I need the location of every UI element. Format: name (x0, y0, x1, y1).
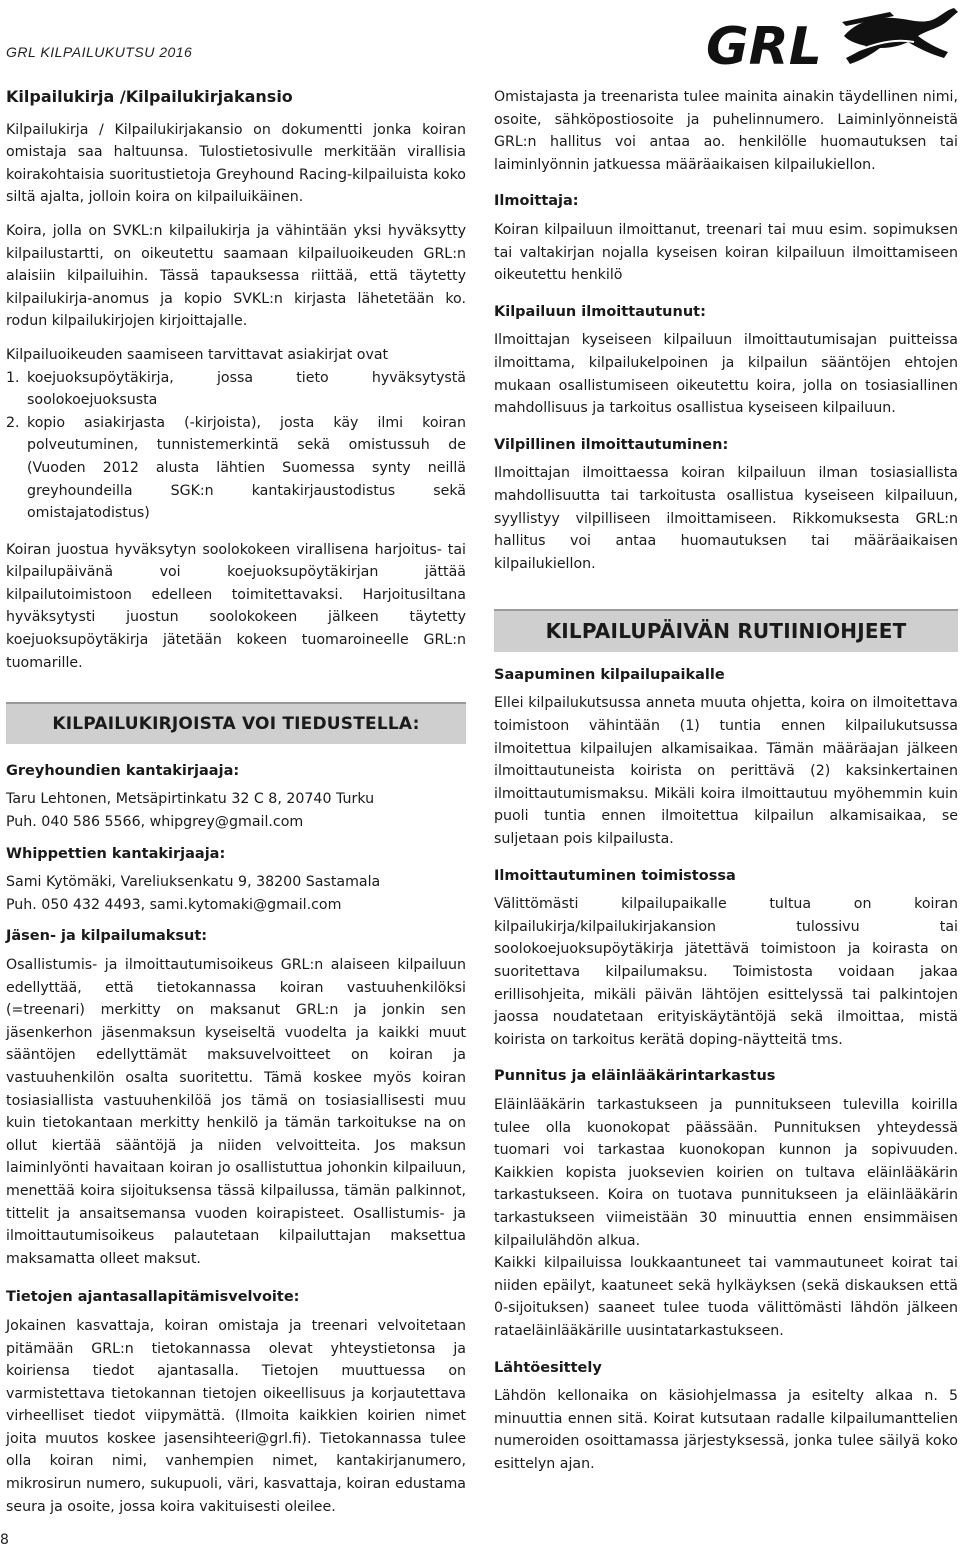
contact-line: Sami Kytömäki, Vareliuksenkatu 9, 38200 Sastamala (6, 874, 381, 891)
paragraph: Välittömästi kilpailupaikalle tultua on koiran kilpailukirja/kilpailukirjakansion tulossivu tai soolokoejuoksupöytäkirja jätettävä toimistoon ja koirasta on suoritettava kilpailumaksu. Toimistosta voidaan jakaa erillisohjeita, mikäli päivän lähtöjen esittelyssä tai palkintojen jaossa noudatetaan erityiskäytäntöjä sekä ilmoittaa, mistä koirista on tarkoitus kerätä doping-näytteitä tms. (494, 896, 958, 1048)
paragraph: Osallistumis- ja ilmoittautumisoikeus GRL:n alaiseen kilpailuun edellyttää, että tietokannassa koiran vastuuhenkilöksi (=treenari) merkitty on maksanut GRL:n ja jonkin sen jäsenkerhon jäsenmaksun kyseiseltä vuodelta ja kaikki muut sääntöjen edellyttämät maksuvelvoitteet on koiran ja vastuuhenkilön osalta suoritettu. Tämä koskee myös koiran tosiasiallista vastuuhenkilöä jos tämä on tosiasiallisesti muu kuin tietokantaan merkitty henkilö ja tämän tarkoitukse na on ollut kiertää sääntöjä ja niiden velvoitteita. Jos maksun laiminlyönti havaitaan koiran jo osallistuttua johonkin kilpailuun, menettää koira sijoituksensa tässä kilpailussa, tämän palkinnot, tittelit ja ansaitsemansa vuoden koirapisteet. Osallistumis- ja ilmoittautumisoikeus palautetaan kilpailuttajan maksettua maksamatta olleet maksut. (6, 957, 466, 1267)
fees-heading: Jäsen- ja kilpailumaksut: (6, 928, 208, 945)
greyhound-registrar-heading: Greyhoundien kantakirjaaja: (6, 762, 240, 779)
grl-logo (704, 2, 960, 78)
greyhound-logo-icon (704, 2, 960, 78)
banner-kilpailukirjoista: KILPAILUKIRJOISTA VOI TIEDUSTELLA: (6, 702, 466, 744)
section-heading: Vilpillinen ilmoittautuminen: (494, 436, 729, 453)
paragraph: Ellei kilpailukutsussa anneta muuta ohjetta, koira on ilmoitettava toimistoon vähintään (1) tuntia ennen kilpailukutsussa ilmoitettua kilpailujen alkamisaikaa. Tämän määräajan jälkeen ilmoittautuneista koirista on perittävä (2) kaksinkertainen ilmoittautumismaksu. Mikäli koira ilmoittautuu myöhemmin kuin puoli tuntia ennen ilmoitettua kilpailun alkamisaikaa, se suljetaan pois kilpailusta. (494, 695, 958, 848)
section-heading: Punnitus ja eläinlääkärintarkastus (494, 1068, 776, 1085)
contact-line: Taru Lehtonen, Metsäpirtinkatu 32 C 8, 20740 Turku (6, 791, 375, 808)
paragraph: Koira, jolla on SVKL:n kilpailukirja ja vähintään yksi hyväksytty kilpailustartti, on oikeutettu saamaan kilpailuoikeuden GRL:n alaisiin kilpailuihin. Tässä tapauksessa riittää, että täytetty kilpailukirja-anomus ja kopio SVKL:n kirjasta lähetetään ko. rodun kilpailukirjojen kirjoittajalle. (6, 222, 466, 330)
whippet-registrar-heading: Whippettien kantakirjaaja: (6, 845, 226, 862)
logo-text: GRL (706, 17, 822, 77)
paragraph: Jokainen kasvattaja, koiran omistaja ja treenari velvoitetaan pitämään GRL:n tietokannassa olevat yhteystietonsa ja koiriensa tiedot ajantasalla. Tietojen muuttuessa on varmistettava tietokannan tietojen oikeellisuus ja korjautettava virheelliset tiedot viipymättä. (Ilmoita kaikkien koirien nimet joita muutos koskee jasensihteeri@grl.fi). Tietokannassa tulee olla koiran nimi, vanhempien nimet, kantakirjanumero, mikrosirun numero, sukupuoli, väri, kasvattaja, koiran edustama seura ja osoite, jossa koira vakituisesti oleilee. (6, 1317, 466, 1515)
section-heading: Ilmoittautuminen toimistossa (494, 867, 736, 884)
section-heading: Lähtöesittely (494, 1359, 602, 1376)
section-heading: Ilmoittaja: (494, 193, 579, 210)
list-text: kopio asiakirjasta (-kirjoista), josta käy ilmi koiran polveutuminen, tunnistemerkintä sekä omistussuh de (Vuoden 2012 alusta lähtien Suomessa synty neillä greyhoundeilla SGK:n kantakirjaustodistus sekä omistajatodistus) (27, 414, 466, 522)
paragraph: Koiran kilpailuun ilmoittanut, treenari tai muu esim. sopimuksen tai valtakirjan nojalla kyseisen koiran kilpailuun ilmoittamiseen oikeutettu henkilö (494, 221, 958, 284)
section-heading: Saapuminen kilpailupaikalle (494, 666, 725, 683)
paragraph: Ilmoittajan kyseiseen kilpailuun ilmoittautumisajan puitteissa ilmoittama, kilpailukelpoinen ja kilpailun sääntöjen ehtojen mukaan osallistumiseen oikeutettu koira, jolla on tosiasiallinen mahdollisuus ja tarkoitus osallistua kyseiseen kilpailuun. (494, 332, 958, 417)
banner-rutiiniohjeet: KILPAILUPÄIVÄN RUTIINIOHJEET (494, 609, 958, 652)
paragraph: Kilpailukirja / Kilpailukirjakansio on dokumentti jonka koiran omistaja saa haltuunsa. Tulostietosivulle merkitään virallisia koirakohtaisia suoritustietoja Greyhound Racing-kilpailuista koko siltä ajalta, jolloin koira on kilpailuikäinen. (6, 121, 466, 206)
paragraph: Omistajasta ja treenarista tulee mainita ainakin täydellinen nimi, osoite, sähköpostiosoite ja puhelinnumero. Laiminlyönneistä GRL:n hallitus voi antaa ao. henkilölle huomautuksen tai laiminlyönnin jatkuessa määräaikaisen kilpailukiellon. (494, 89, 958, 173)
contact-line: Puh. 050 432 4493, sami.kytomaki@gmail.com (6, 896, 342, 913)
list-number: 2. (6, 414, 20, 431)
update-duty-heading: Tietojen ajantasallapitämisvelvoite: (6, 1289, 300, 1306)
section-heading-kilpailukirja: Kilpailukirja /Kilpailukirjakansio (6, 87, 293, 106)
contact-line: Puh. 040 586 5566, whipgrey@gmail.com (6, 814, 304, 831)
page-number: 8 (0, 1532, 9, 1548)
list-text: koejuoksupöytäkirja, jossa tieto hyväksytystä soolokoejuoksusta (27, 369, 466, 409)
requirements-list (6, 367, 466, 525)
paragraph: Eläinlääkärin tarkastukseen ja punnitukseen tulevilla koirilla tulee olla kuonokopat päässään. Punnituksen yhteydessä tuomari voi tarkastaa kuonokopan kunnon ja sopivuuden. Kaikkien kopista juoksevien koirien on tultava eläinlääkärin tarkastukseen. Koira on tuotava punnitukseen ja eläinlääkärin tarkastukseen viimeistään 30 minuuttia ennen ensimmäisen kilpailulähdön alkua. (494, 1096, 958, 1249)
paragraph: Koiran juostua hyväksytyn soolokokeen virallisena harjoitus- tai kilpailupäivänä voi koejuoksupöytäkirjan jättää kilpailutoimistoon edelleen toimitettavaksi. Harjoitusiltana hyväksytysti juostun soolokokeen jälkeen täytetty koejuoksupöytäkirja jätetään kokeen tuomaroineelle GRL:n tuomarille. (6, 541, 466, 671)
section-heading: Kilpailuun ilmoittautunut: (494, 303, 706, 320)
list-item (6, 367, 466, 412)
right-column (494, 86, 958, 1486)
requirements-intro: Kilpailuoikeuden saamiseen tarvittavat asiakirjat ovat (6, 346, 389, 363)
running-header: GRL KILPAILUKUTSU 2016 (6, 44, 193, 60)
paragraph: Kaikki kilpailuissa loukkaantuneet tai vammautuneet koirat tai niiden epäilyt, kaatuneet sekä hylkäyksen (sekä diskauksen että 0-sijoituksen) saaneet tulee tuoda välittömästi lähdön jälkeen rataeläinlääkärille uusintatarkastukseen. (494, 1255, 958, 1339)
paragraph: Lähdön kellonaika on käsiohjelmassa ja esitelty alkaa n. 5 minuuttia ennen sitä. Koirat kutsutaan radalle kilpailumanttelien numeroiden osoittamassa järjestyksessä, jonka tulee säilyä koko esittelyn ajan. (494, 1388, 958, 1472)
left-column (6, 86, 466, 1529)
list-number: 1. (6, 369, 20, 386)
paragraph: Ilmoittajan ilmoittaessa koiran kilpailuun ilman tosiasiallista mahdollisuutta tai tarkoitusta osallistua kyseiseen kilpailuun, syyllistyy vilpilliseen ilmoittamiseen. Rikkomuksesta GRL:n hallitus voi antaa huomautuksen tai määräaikaisen kilpailukiellon. (494, 465, 958, 572)
list-item (6, 412, 466, 525)
